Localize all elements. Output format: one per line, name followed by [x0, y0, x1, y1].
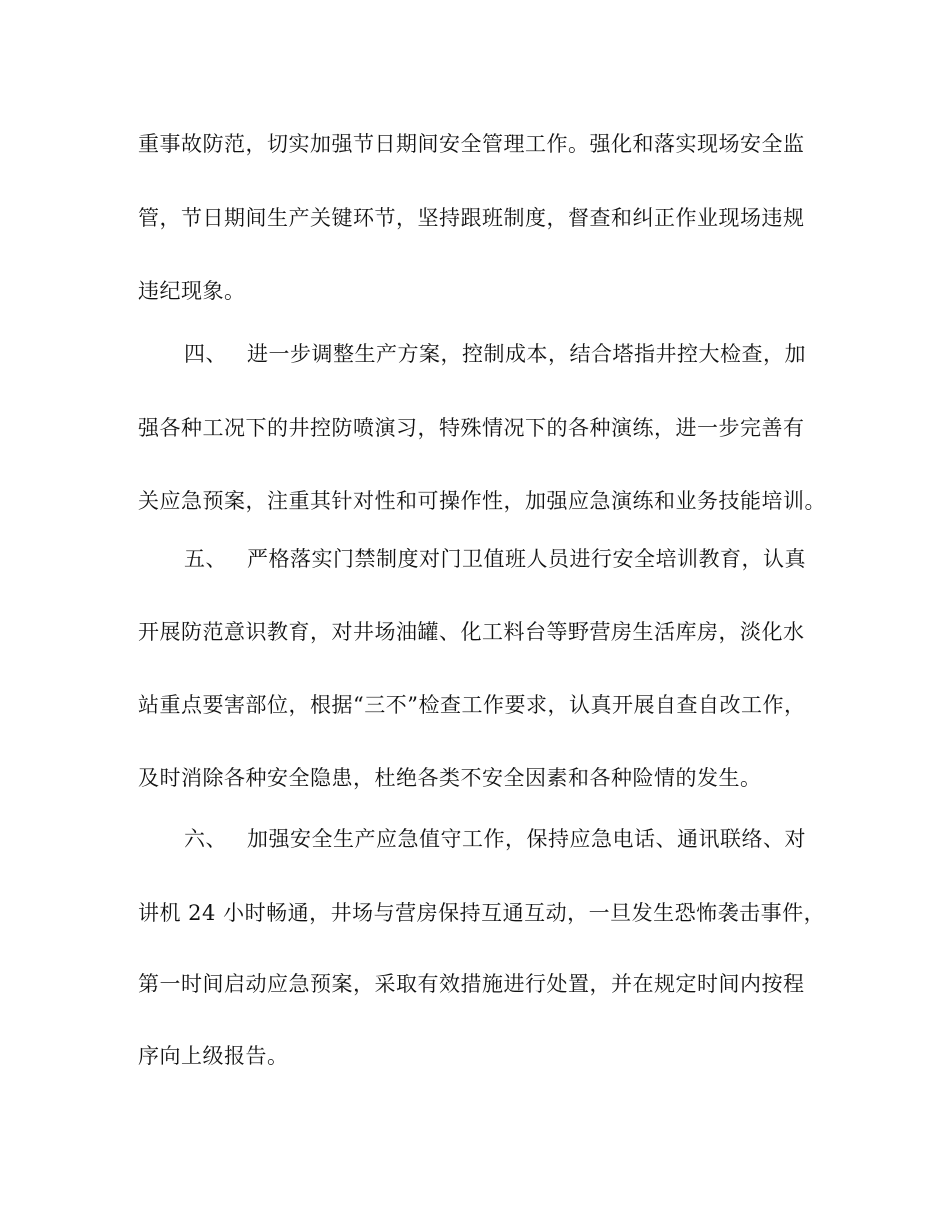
paragraph-line: 站重点要害部位，根据“三不”检查工作要求，认真开展自查自改工作， — [138, 693, 806, 717]
section-4-first-line — [184, 340, 806, 368]
section-number: 四、 — [184, 342, 227, 366]
paragraph-line: 违纪现象。 — [138, 279, 246, 303]
paragraph-line: 重事故防范，切实加强节日期间安全管理工作。强化和落实现场安全监 — [138, 132, 805, 156]
section-text: 进一步调整生产方案，控制成本，结合塔指井控大检查，加 — [247, 342, 806, 366]
paragraph-line: 及时消除各种安全隐患，杜绝各类不安全因素和各种险情的发生。 — [138, 766, 762, 790]
section-6-first-line — [184, 825, 806, 853]
paragraph-line: 关应急预案，注重其针对性和可操作性，加强应急演练和业务技能培训。 — [138, 489, 826, 513]
paragraph-line: 开展防范意识教育，对井场油罐、化工料台等野营房生活库房，淡化水 — [138, 620, 805, 644]
section-text: 加强安全生产应急值守工作，保持应急电话、通讯联络、对 — [247, 827, 806, 851]
paragraph-line: 讲机 24 小时畅通，井场与营房保持互通互动，一旦发生恐怖袭击事件， — [138, 901, 826, 925]
section-5-first-line — [184, 545, 806, 573]
paragraph-line: 第一时间启动应急预案，采取有效措施进行处置，并在规定时间内按程 — [138, 972, 805, 996]
section-number: 五、 — [184, 547, 227, 571]
paragraph-line: 序向上级报告。 — [138, 1044, 289, 1068]
paragraph-line: 管，节日期间生产关键环节，坚持跟班制度，督查和纠正作业现场违规 — [138, 206, 805, 230]
section-number: 六、 — [184, 827, 227, 851]
paragraph-line: 强各种工况下的井控防喷演习，特殊情况下的各种演练，进一步完善有 — [138, 416, 805, 440]
section-text: 严格落实门禁制度对门卫值班人员进行安全培训教育，认真 — [247, 547, 806, 571]
